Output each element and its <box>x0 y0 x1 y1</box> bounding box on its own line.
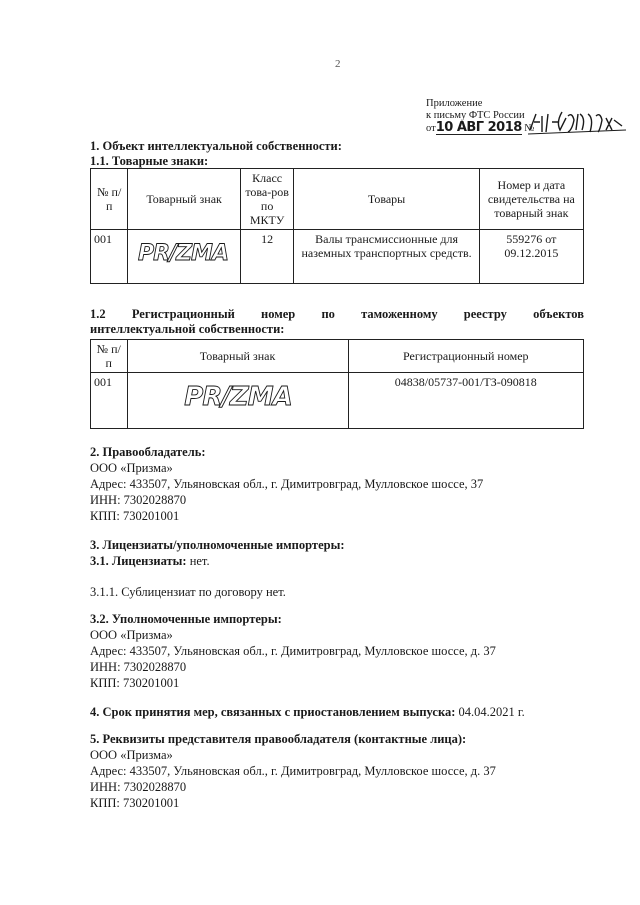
page-number: 2 <box>335 58 341 70</box>
column-header-certificate: Номер и дата свидетельства на товарный знак <box>479 169 583 230</box>
licensees-line <box>90 553 345 569</box>
licensees-label: 3.1. Лицензиаты: <box>90 554 187 568</box>
importer-inn: ИНН: 7302028870 <box>90 660 187 674</box>
prizma-logo-text: PR/ZMA <box>183 382 292 412</box>
table-row <box>91 230 584 284</box>
section-2-title: 2. Правообладатель: <box>90 445 206 459</box>
row-num: 001 <box>91 230 128 284</box>
section-4-value: 04.04.2021 г. <box>455 705 525 719</box>
trademark-logo-cell <box>128 230 240 284</box>
sublicensee-line: 3.1.1. Сублицензиат по договору нет. <box>90 585 286 599</box>
prizma-logo <box>131 375 345 415</box>
column-header-reg-number: Регистрационный номер <box>348 340 583 373</box>
holder-name: ООО «Призма» <box>90 461 173 475</box>
licensees-value: нет. <box>186 554 210 568</box>
section-1-title: 1. Объект интеллектуальной собственности: <box>90 139 342 153</box>
importers-block <box>90 612 496 691</box>
column-header-mark: Товарный знак <box>128 169 240 230</box>
appendix-date: 10 АВГ 2018 <box>435 120 522 135</box>
importer-address: Адрес: 433507, Ульяновская обл., г. Димитровград, Мулловское шоссе, д. 37 <box>90 644 496 658</box>
importer-kpp: КПП: 730201001 <box>90 676 180 690</box>
representative-kpp: КПП: 730201001 <box>90 796 180 810</box>
table-header-row <box>91 169 584 230</box>
trademark-logo-cell <box>127 373 348 429</box>
section-5-title: 5. Реквизиты представителя правообладателя (контактные лица): <box>90 732 467 746</box>
table-row <box>91 373 584 429</box>
table-header-row <box>91 340 584 373</box>
row-certificate: 559276 от 09.12.2015 <box>479 230 583 284</box>
holder-address: Адрес: 433507, Ульяновская обл., г. Димитровград, Мулловское шоссе, 37 <box>90 477 484 491</box>
appendix-line-2: к письму ФТС России <box>426 110 525 121</box>
holder-kpp: КПП: 730201001 <box>90 509 180 523</box>
appendix-line-1: Приложение <box>426 98 483 109</box>
importers-title: 3.2. Уполномоченные импортеры: <box>90 612 282 626</box>
section-3-title: 3. Лицензиаты/уполномоченные импортеры: <box>90 538 345 552</box>
section-5 <box>90 732 496 811</box>
row-goods: Валы трансмиссионные для наземных транспортных средств. <box>294 230 479 284</box>
row-class: 12 <box>240 230 294 284</box>
section-1-1-subtitle: 1.1. Товарные знаки: <box>90 154 209 168</box>
appendix-header <box>426 98 534 135</box>
column-header-num: № п/п <box>91 169 128 230</box>
section-3 <box>90 538 345 569</box>
handwritten-letter-number <box>528 108 628 138</box>
appendix-number-sign: № <box>524 123 535 134</box>
row-num: 001 <box>91 373 128 429</box>
column-header-class: Класс това-ров по МКТУ <box>240 169 294 230</box>
section-4 <box>90 704 525 720</box>
representative-inn: ИНН: 7302028870 <box>90 780 187 794</box>
section-4-title: 4. Срок принятия мер, связанных с приостановлением выпуска: <box>90 705 456 719</box>
appendix-line-3 <box>426 122 534 135</box>
column-header-num: № п/п <box>91 340 128 373</box>
section-2 <box>90 445 483 524</box>
prizma-logo <box>131 232 235 272</box>
column-header-goods: Товары <box>294 169 479 230</box>
importer-name: ООО «Призма» <box>90 628 173 642</box>
appendix-from-label: от <box>426 123 436 134</box>
representative-name: ООО «Призма» <box>90 748 173 762</box>
holder-inn: ИНН: 7302028870 <box>90 493 187 507</box>
trademarks-table <box>90 168 584 284</box>
column-header-mark: Товарный знак <box>127 340 348 373</box>
prizma-logo-text: PR/ZMA <box>138 241 229 266</box>
customs-register-table <box>90 339 584 429</box>
row-reg-number: 04838/05737-001/ТЗ-090818 <box>348 373 583 429</box>
section-1-2-title: 1.2 Регистрационный номер по таможенному реестру объектов интеллектуальной собственности: <box>90 307 588 336</box>
representative-address: Адрес: 433507, Ульяновская обл., г. Димитровград, Мулловское шоссе, д. 37 <box>90 764 496 778</box>
